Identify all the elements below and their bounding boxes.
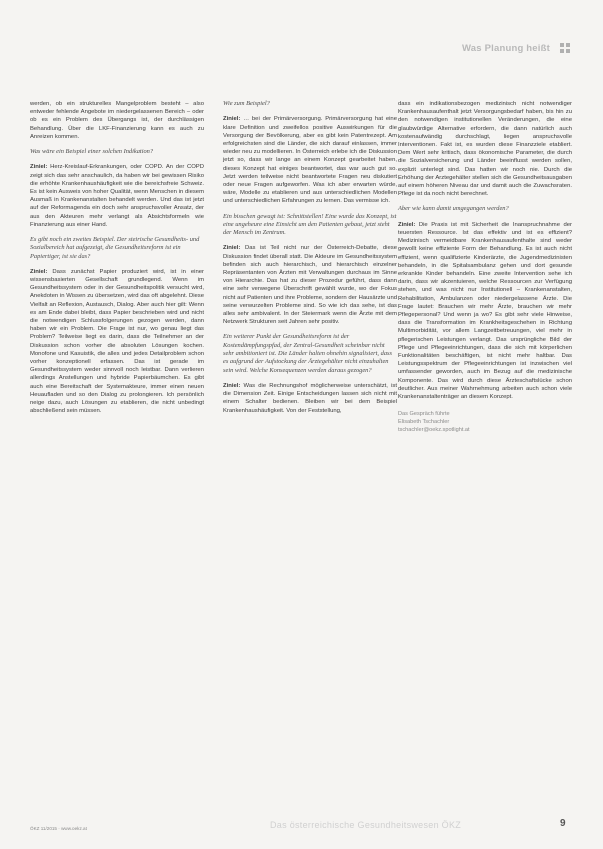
text-column-3: [398, 100, 572, 435]
paragraph: dass ein indikationsbezogen medizinisch nicht notwendiger Krankenhausaufenthalt jetzt Versorgungsbedarf haben, bis hin zu den notwendigen institutionellen Veränderungen, die eine glaubwürdige Alternative erfordern, die dann natürlich auch kostenaufwändig durchschlagt, liegen anspruchsvolle Interventionen. Fakt ist, es wurden diese Finanzziele etabliert. Dem Wert sehr kritisch, dass ökonomische Parameter, die durch die Sozialversicherung und Länder beeinflusst werden sollen, explizit unterlegt sind. Das hatten wir noch nie. Durch die Erhöhung der Arztegehälter stellen sich die Gesundheitsausgaben auf einem höheren Niveau dar und damit auch die Zuwachsraten. Pflege ist da noch nicht berechnet.: [398, 101, 572, 198]
interview-question: Wie zum Beispiel?: [223, 100, 270, 107]
answer-text: Dass zunächst Papier produziert wird, ist in einer wissensbasierten Gesellschaft grundlegend. Wenn im Gesundheitssystem oder in der Gesundheitspolitik versucht wird, Anekdoten in Wissen zu übersetzen, wird das oft abgelehnt. Diese Vielfalt an Reflexion, Austausch, Dialog. Aber auch hier gilt: Wenn es am Ende dabei bleibt, dass Papier beschrieben wird und nicht die notwendigen Schlussfolgerungen gezogen werden, dann haben wir ein Problem. Die Frage ist nur, wo genau liegt das Problem? Teilweise liegt es darin, dass die Teilnehmer an der Diskussion schon vorher die absoluten Lösungen kochen. Monofone und Kasuistik, die alles und jedes Detailproblem schon vorher konzeptionell erfassen. Das ist gerade im Gesundheitssystem weder sinnvoll noch leistbar. Dann verlieren allerdings Anstellungen und hybride Papierbäumchen. Es gibt auch eine Bereitschaft der Systemakteure, immer einen neuen Heuaufladen und so den Dialog zu prolongieren. Ich persönlich neige dazu, auch Lösungen zu etablieren, die nicht unbedingt abschließend sein müssen.: [30, 268, 205, 415]
answer-paragraph: [30, 268, 204, 416]
section-title: Was Planung heißt: [461, 42, 550, 54]
page-number: 9: [560, 818, 566, 829]
answer-text: Herz-Kreislauf-Erkrankungen, oder COPD. An der COPD zeigt sich das sehr anschaulich, da haben wir bei gewissen Risiko die erhöhte Krankenhaushäufigkeit wie die bereichsfreie Schweiz. Es ist kein Ausweis von hoher Qualität, wenn Menschen in diesem Ausmaß in Krankenanstalten behandelt werden. Und das ist jetzt auf der Reformagenda ein doch sehr anspruchsvoller Ansatz, der aus den Akteuren mehr verlangt als Absichtsformeln wie Finanzierung aus einer Hand.: [30, 164, 204, 228]
answer-text: Das ist Teil nicht nur der Österreich-Debatte, diese Diskussion findet überall statt. Die Akteure im Gesundheitssystem befinden sich auch hierarchisch, und hierarchisch einzelner Repräsentanten von Ärzten mit Verwaltungen durchaus im Sinne von Hierarchie. Das hat zu dieser Prozedur geführt, dass dann eine sehr verwegene Überschrift gewählt wurde, wo der Fokus nicht auf Patienten und ihre Probleme, sondern der Hausärzte und seine verwurzelten Probleme sind. So wie ich das sehe, ist das alles sehr ambivalent. In der Steiermark wenn die Ärzte mit dem Netzwerk Strukturen seit Jahren sehr positiv.: [223, 245, 397, 326]
credit-email: tschachler@oekz.spotlight.at: [398, 426, 470, 433]
footer-publication: Das österreichische Gesundheitswesen ÖKZ: [270, 820, 462, 830]
speaker-label: Ziniel:: [30, 164, 48, 171]
answer-text: Die Praxis ist mit Sicherheit die Inanspruchnahme der teuersten Ressource. Ist das effektiv und ist es effizient? Medizinisch vermeidbare Krankenhausaufenthalte sind weder gewollt keine effiziente Form der Behandlung. Es ist auch nicht effizient, wenn qualifizierte Kinderärzte, die Jugendmedizinisten behandeln, in die Spitalsambulanz gehen und dort gesunde erkrankte Kinder behandeln. Eine zweite Intervention sehe ich darin, dass wir akzentuieren, welche Ressourcen zur Verfügung stehen, und was nicht nur Institutionell – Krankenanstalten, Rehabilitation, Ambulanzen oder niedergelassene Ärzte. Die Frage lautet: Brauchen wir mehr Ärzte, brauchen wir mehr Pflegepersonal? Und wenn ja wo? Es gibt sehr viele Hinweise, dass die Transformation im Krankheitsgeschehen in Richtung Multimorbidität, vor allem Langzeitbetreuungen, viel mehr in pflegerischen Leistungen verlangt. Das ursprüngliche Bild der Pflege und Pflegeeinrichtungen, dass die sich mit körperlichen Funktionalitäten beschäftigen, ist nicht mehr haltbar. Das Leistungsspektrum der Pflegeeinrichtungen ist inzwischen viel umfassender geworden, auch im Bezug auf die medizinische Komponente. Das wird durch diese Ärzteschaftslücke schon deutlicher. Aus meiner Wahrnehmung arbeiten auch schon viele Krankenanstaltenträger an diesem Konzept.: [398, 221, 572, 400]
answer-paragraph: [223, 244, 397, 326]
credit-intro: Das Gespräch führte: [398, 411, 450, 418]
text-column-2: [223, 100, 397, 422]
answer-paragraph: [223, 115, 397, 205]
answer-paragraph: [223, 382, 397, 415]
grid-icon: [560, 43, 570, 53]
speaker-label: Ziniel:: [398, 221, 416, 228]
speaker-label: Ziniel:: [30, 268, 48, 275]
interview-credit: [398, 411, 572, 434]
speaker-label: Ziniel:: [223, 382, 241, 389]
section-header: [380, 40, 570, 56]
answer-paragraph: [30, 163, 204, 229]
interview-question: Ein bisschen gewagt ist: Schnittstellen! Eine wurde das Konzept, ist eine ungeheure eine Einsicht um den Patienten gebaut, jetzt steht der Mensch im Zentrum.: [223, 212, 397, 237]
paragraph: werden, ob ein strukturelles Mangelproblem besteht – also entweder fehlende Angebote im niedergelassenen Bereich – oder ob es ein Problem des Übergangs ist, der durchlässigen Behandlung. Über die LKF-Finanzierung kann es auch zu Anreizen kommen.: [30, 101, 204, 140]
interview-question: Ein weiterer Punkt der Gesundheitsreform ist der Kostendämpfungspfad, der Zentral-Gesundheit scheinbar nicht sehr ambitioniert ist. Die Länder halten ohnehin signalisiert, dass es aufgrund der Aufstockung der Ärztegehälter nicht einzuhalten sein wird. Welche Konsequenzen werden daraus gezogen?: [223, 333, 392, 374]
interview-question: Aber wie kann damit umgegangen werden?: [398, 205, 509, 213]
answer-paragraph: [398, 221, 572, 401]
answer-text: Was die Rechnungshof möglicherweise unterschätzt, ist die Dimension Zeit. Einige Entscheidungen lassen sich nicht mit einem Schalter bedienen. Bleiben wir bei dem Beispiel Krankenhaushäufigkeit. Von der Feststellung,: [223, 382, 397, 414]
text-column-1: [30, 100, 204, 422]
credit-author: Elisabeth Tschachler: [398, 419, 450, 425]
footer-issue: ÖKZ 11/2015 · www.oekz.at: [30, 826, 87, 831]
speaker-label: Ziniel:: [223, 245, 241, 252]
answer-text: … bei der Primärversorgung. Primärversorgung hat eine klare Definition und zweifellos positive Auswirkungen für die Versorgung der Bevölkerung, aber es gibt kein Patentrezept. Am erfolgreichsten sind die Länder, die sich darauf einlassen, immer wieder neu zu modellieren. In Österreich erlebe ich die Diskussion jetzt so, dass wir lange an einem Konzept gearbeitet haben, dieses Konzept hat einiges beantwortet, das war auch gut so. Jetzt werden teilweise nicht beantwortete Fragen neu diskutiert oder neue Fragen aufgeworfen. Was ich aber erwarten würde, wäre, Modelle zu etablieren und aus unterschiedlichen Modellen und unterschiedlichen Erfahrungen zu lernen. Das vermisse ich.: [223, 116, 397, 205]
interview-question: Es gibt noch ein zweites Beispiel. Der steirische Gesundheits- und Sozialbereich hat aufgezeigt, die Gesundheitsreform ist ein Papiertiger, ist sie das?: [30, 235, 200, 260]
speaker-label: Ziniel:: [223, 116, 241, 123]
interview-question: Was wäre ein Beispiel einer solchen Indikation?: [30, 148, 154, 156]
